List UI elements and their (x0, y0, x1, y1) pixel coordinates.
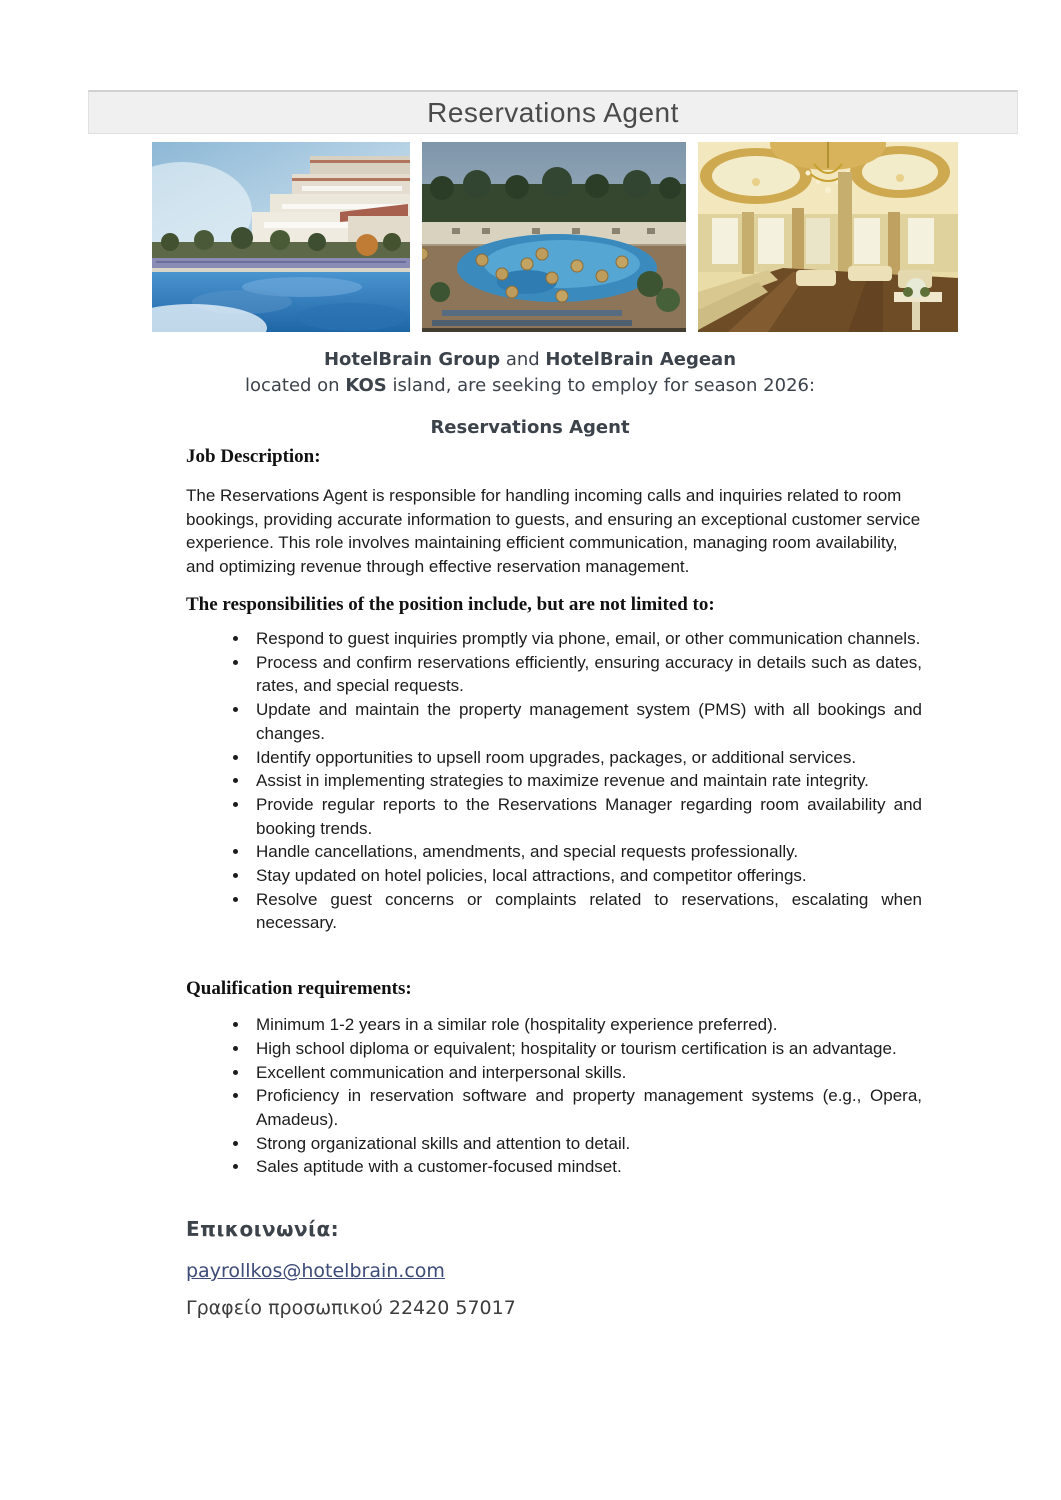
hotel-lobby-image (698, 142, 958, 332)
list-item: • Resolve guest concerns or complaints related to reservations, escalating when necessary. (250, 888, 922, 935)
contact-email-link[interactable]: payrollkos@hotelbrain.com (186, 1260, 445, 1283)
intro-line-location (162, 373, 898, 399)
list-item: • Provide regular reports to the Reservations Manager regarding room availability and booking trends. (250, 793, 922, 840)
resort-pool-aerial-photo (422, 142, 686, 332)
document-title-bar (88, 90, 1018, 134)
list-item: • Stay updated on hotel policies, local attractions, and competitor offerings. (250, 864, 922, 888)
list-item: • Sales aptitude with a customer-focused mindset. (250, 1155, 922, 1179)
intro-line-companies (162, 347, 898, 373)
list-item: • Update and maintain the property management system (PMS) with all bookings and changes. (250, 698, 922, 745)
location-line-prefix: located on (244, 375, 346, 396)
list-item: • High school diploma or equivalent; hospitality or tourism certification is an advantage. (250, 1037, 922, 1061)
list-item: • Handle cancellations, amendments, and special requests professionally. (250, 840, 922, 864)
hotel-exterior-pool-photo (152, 142, 410, 332)
list-item: • Strong organizational skills and attention to detail. (250, 1132, 922, 1156)
list-item: • Assist in implementing strategies to maximize revenue and maintain rate integrity. (250, 769, 922, 793)
document-body (186, 445, 922, 1319)
job-description-heading: Job Description: (186, 446, 321, 467)
list-item: • Identify opportunities to upsell room upgrades, packages, or additional services. (250, 746, 922, 770)
contact-phone-line: Γραφείο προσωπικού 22420 57017 (186, 1297, 516, 1320)
job-description-paragraph: The Reservations Agent is responsible for handling incoming calls and inquiries related to room bookings, providing accurate information to guests, and ensuring an exceptional customer service experience. This role involves maintaining efficient communication, managing room availability, and optimizing revenue through effective reservation management. (186, 486, 921, 576)
page-title: Reservations Agent (427, 96, 679, 128)
contact-heading: Επικοινωνία: (186, 1217, 340, 1242)
location-line-suffix: island, are seeking to employ for season 2026: (386, 375, 816, 396)
list-item: • Process and confirm reservations efficiently, ensuring accuracy in details such as dates, rates, and special requests. (250, 651, 922, 698)
and-text: and (500, 349, 546, 370)
qualifications-heading: Qualification requirements: (186, 978, 412, 1000)
list-item: • Excellent communication and interpersonal skills. (250, 1061, 922, 1085)
company-a: HotelBrain Group (323, 349, 501, 370)
company-b: HotelBrain Aegean (545, 349, 737, 370)
hotel-lobby-photo (698, 142, 958, 332)
responsibilities-list (186, 627, 922, 935)
list-item: • Proficiency in reservation software and property management systems (e.g., Opera, Amadeus). (250, 1084, 922, 1131)
list-item: • Respond to guest inquiries promptly via phone, email, or other communication channels. (250, 627, 922, 651)
contact-block (186, 1217, 922, 1319)
resort-pool-aerial-image (422, 142, 686, 332)
hotel-exterior-pool-image (152, 142, 410, 332)
responsibilities-heading: The responsibilities of the position include, but are not limited to: (186, 594, 715, 615)
intro-block (162, 347, 898, 441)
position-title: Reservations Agent (430, 417, 630, 438)
island-name: KOS (345, 375, 387, 396)
list-item: • Minimum 1-2 years in a similar role (hospitality experience preferred). (250, 1013, 922, 1037)
hotel-photo-strip (152, 142, 958, 332)
qualifications-list (186, 1013, 922, 1179)
